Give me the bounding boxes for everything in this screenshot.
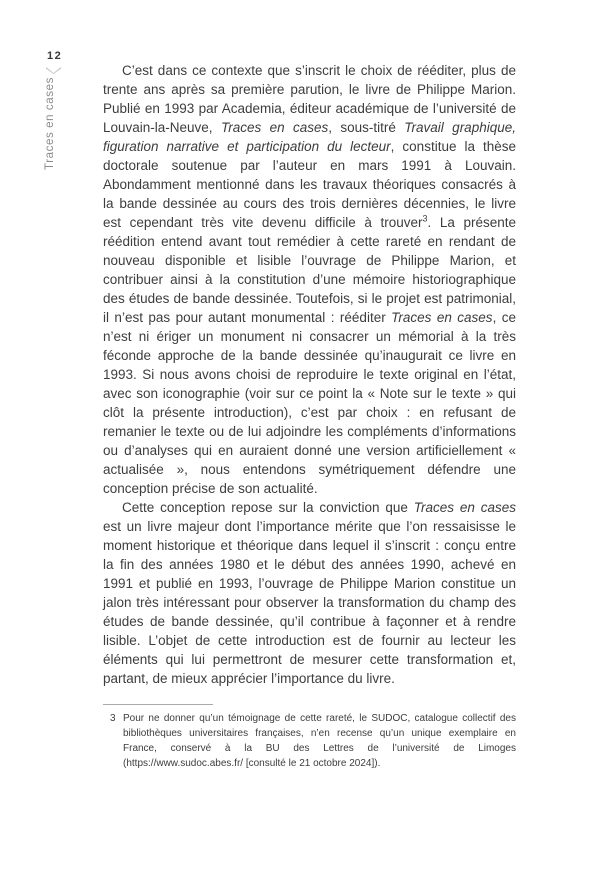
footnote-area bbox=[103, 704, 516, 771]
footnote-number: 3 bbox=[110, 713, 116, 724]
body-paragraph: Cette conception repose sur la conviction que Traces en cases est un livre majeur dont l’importance mérite que l’on ressaisisse le moment historique et théorique dans lequel il s’inscrit : conçu entre la fin des années 1980 et le début des années 1990, achevé en 1991 et publié en 1993, l’ouvrage de Philippe Marion constitue un jalon très intéressant pour observer la transformation du champ des études de bande dessinée, qu’il contribue à façonner et à rendre lisible. L’objet de cette introduction est de fournir au lecteur les éléments qui lui permettront de mesurer cette transformation et, partant, de mieux apprécier l’importance du livre. bbox=[103, 500, 516, 686]
body-text bbox=[103, 61, 516, 688]
page-number: 12 bbox=[47, 50, 63, 62]
running-title-vertical: Traces en cases bbox=[44, 77, 56, 170]
footnote-separator bbox=[103, 704, 213, 705]
footnote-text: Pour ne donner qu’un témoignage de cette rareté, le SUDOC, catalogue collectif des bibliothèques universitaires françaises, n’en recense qu’un unique exemplaire en France, conservé à la BU des Lettres de l’université de Limoges (https://www.sudoc.abes.fr/ [consulté le 21 octobre 2024]). bbox=[123, 713, 516, 769]
body-paragraph: C’est dans ce contexte que s’inscrit le choix de rééditer, plus de trente ans après sa première parution, le livre de Philippe Marion. Publié en 1993 par Academia, éditeur académique de l’université de Louvain-la-Neuve, Traces en cases, sous-titré Travail graphique, figuration narrative et participation du lecteur, constitue la thèse doctorale soutenue par l’auteur en mars 1991 à Louvain. Abondamment mentionné dans les travaux théoriques consacrés à la bande dessinée au cours des trois dernières décennies, le livre est cependant très vite devenu difficile à trouver$^3$. La présente réédition entend avant tout remédier à cette rareté en rendant de nouveau disponible et lisible l’ouvrage de Philippe Marion, et contribuer ainsi à la constitution d’une mémoire historiographique des études de bande dessinée. Toutefois, si le projet est patrimonial, il n’est pas pour autant monumental : rééditer Traces en cases, ce n’est ni ériger un monument ni consacrer un mémorial à la très féconde approche de la bande dessinée qu’inaugurait ce livre en 1993. Si nous avons choisi de reproduire le texte original en l’état, avec son iconographie (voir sur ce point la « Note sur le texte » qui clôt la présente introduction), c’est par choix : en refusant de remanier le texte ou de lui adjoindre les compléments d’informations ou d’analyses qui en auraient donné une version artificiellement « actualisée », nous entendons symétriquement défendre une conception précise de son actualité. bbox=[103, 63, 517, 496]
chevron-down-icon bbox=[45, 66, 62, 74]
footnote bbox=[103, 711, 516, 771]
